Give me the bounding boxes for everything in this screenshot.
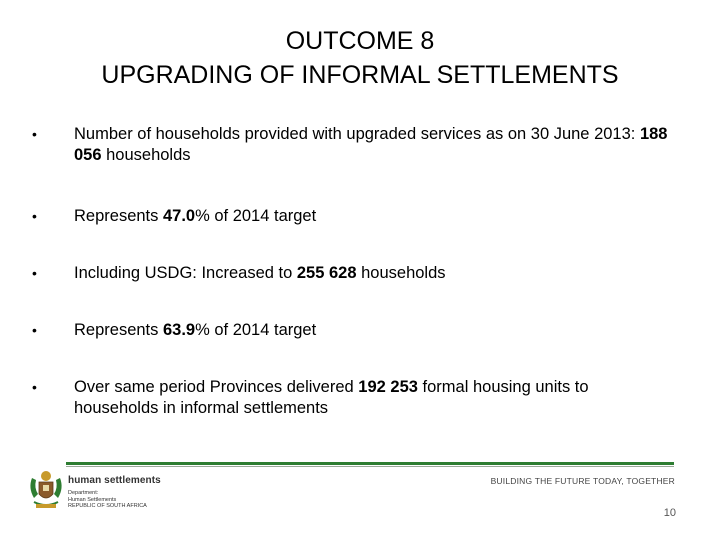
bullet-usdg-target-percent bbox=[32, 320, 692, 341]
bullet-text-post: formal housing units to households in informal settlements bbox=[74, 378, 589, 417]
bullet-marker: • bbox=[32, 208, 37, 224]
bullet-marker: • bbox=[32, 265, 37, 281]
bullet-text-pre: Represents bbox=[74, 207, 163, 225]
logo-dept-line-1: Department: bbox=[68, 490, 99, 496]
bullet-text-pre: Including USDG: Increased to bbox=[74, 264, 297, 282]
footer-tagline: BUILDING THE FUTURE TODAY, TOGETHER bbox=[490, 476, 675, 486]
bullet-value: 47.0 bbox=[162, 207, 196, 225]
bullet-value: 255 628 bbox=[296, 264, 357, 282]
footer-divider bbox=[66, 462, 674, 465]
slide-title bbox=[0, 24, 720, 92]
bullet-text-post: households bbox=[356, 264, 446, 282]
bullet-marker: • bbox=[32, 126, 37, 142]
bullet-text bbox=[74, 263, 674, 284]
footer-divider-thin bbox=[66, 466, 674, 467]
bullet-households-upgraded bbox=[32, 124, 692, 166]
title-line-2: UPGRADING OF INFORMAL SETTLEMENTS bbox=[101, 61, 619, 89]
bullet-text-post: % of 2014 target bbox=[195, 207, 317, 225]
logo-dept-line-2: Human Settlements bbox=[68, 496, 117, 503]
bullet-value: 192 253 bbox=[358, 378, 418, 396]
bullet-marker: • bbox=[32, 379, 37, 395]
department-logo bbox=[68, 476, 161, 510]
bullet-text-post: households bbox=[101, 146, 191, 164]
title-line-1: OUTCOME 8 bbox=[285, 27, 435, 55]
coat-of-arms-icon bbox=[26, 468, 66, 510]
bullet-text-pre: Represents bbox=[74, 321, 163, 339]
bullet-text bbox=[74, 124, 674, 166]
logo-brand-text: human settlements bbox=[68, 475, 161, 486]
bullet-value: 63.9 bbox=[162, 321, 196, 339]
bullet-text bbox=[74, 320, 674, 341]
bullet-text-pre: Over same period Provinces delivered bbox=[74, 378, 359, 396]
bullet-target-percent bbox=[32, 206, 692, 227]
logo-dept-line-3: REPUBLIC OF SOUTH AFRICA bbox=[68, 503, 147, 509]
bullet-value: 188 056 bbox=[74, 125, 668, 164]
bullet-marker: • bbox=[32, 322, 37, 338]
bullet-text bbox=[74, 377, 674, 419]
bullet-text bbox=[74, 206, 674, 227]
bullet-text-post: % of 2014 target bbox=[195, 321, 317, 339]
bullet-provinces-delivered bbox=[32, 377, 692, 419]
bullet-usdg-households bbox=[32, 263, 692, 284]
page-number: 10 bbox=[663, 507, 676, 519]
bullet-text-pre: Number of households provided with upgraded services as on 30 June 2013: bbox=[74, 125, 640, 143]
